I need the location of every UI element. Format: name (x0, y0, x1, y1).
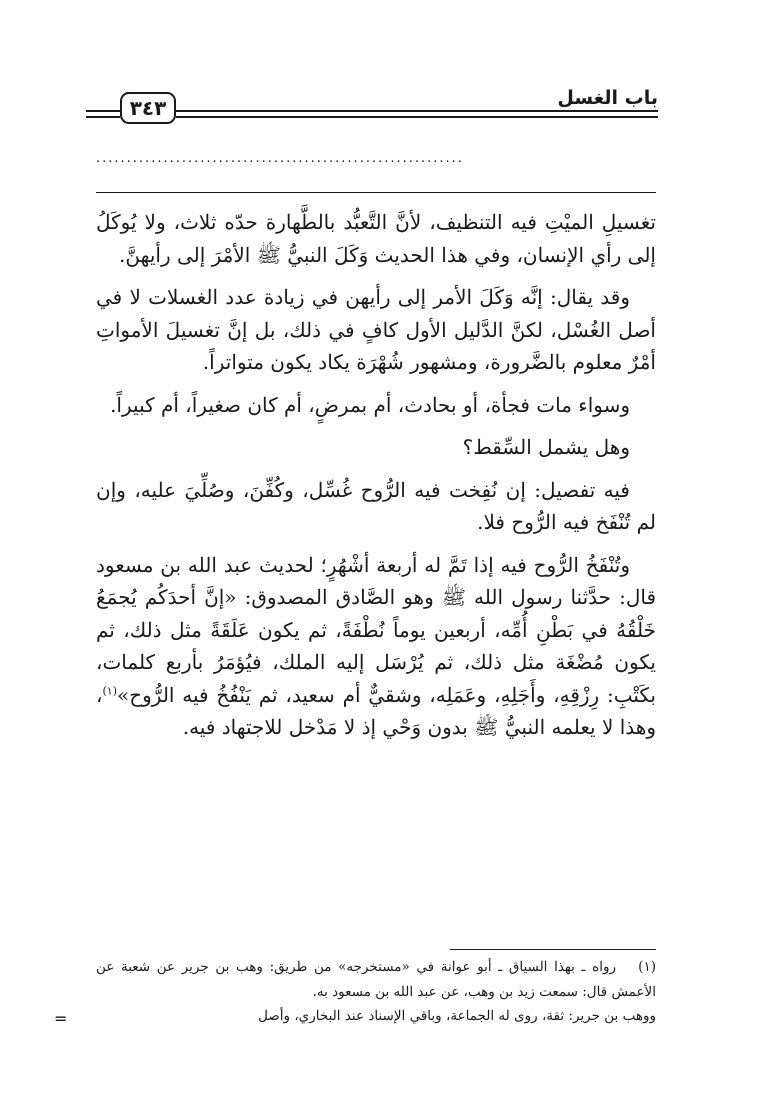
footnote-line-2: ووهب بن جرير: ثقة، روى له الجماعة، وباقي الإسناد عند البخاري، وأصل (258, 1008, 656, 1024)
paragraph-6 (96, 549, 656, 744)
chapter-title: باب الغسل (557, 87, 658, 109)
hadith-text: وتُنْفَخُ الرُّوح فيه إذا تَمَّ له أربعة أشْهُرٍ؛ لحديث عبد الله بن مسعود قال: حدَّثنا رسول الله ﷺ وهو الصَّادق المصدوق: «إنَّ أحدَكُم يُجمَعُ خَلْقُهُ في بَطْنِ أُمِّه، أربعين يوماً نُطْفَةً، ثم يكون عَلَقَةً مثل ذلك، ثم يكون مُضْغَة مثل ذلك، ثم يُرْسَل إليه الملك، فيُؤمَرُ بأربع كلمات، بكَتْبِ: رِزْقِهِ، وأَجَلِهِ، وعَمَلِه، وشقيٌّ أم سعيد، ثم يَنْفُخُ فيه الرُّوح» (96, 552, 656, 707)
footnote-reference[interactable]: (١) (102, 683, 117, 697)
footnote-number: (١) (638, 959, 656, 975)
header-rule-left-top (86, 110, 120, 112)
paragraph-5: فيه تفصيل: إن نُفِخت فيه الرُّوح غُسِّل، وكُفِّنَ، وصُلِّيَ عليه، وإن لم تُنْفَخ فيه الرُّوح فلا. (96, 477, 656, 534)
content-top-rule (96, 192, 656, 193)
paragraph-3: وسواء مات فجأة، أو بحادث، أم بمرضٍ، أم كان صغيراً، أم كبيراً. (110, 392, 630, 417)
paragraph-4: وهل يشمل السِّقط؟ (462, 435, 630, 459)
header-rule-top (176, 110, 658, 112)
page-number: ٣٤٣ (120, 92, 176, 124)
paragraph-2: وقد يقال: إنَّه وَكَلَ الأمر إلى رأيهن في زيادة عدد الغسلات لا في أصل الغُسْل، لكنَّ الدَّليل الأول كافٍ في ذلك، بل إنَّ تغسيلَ الأمواتِ أمْرٌ معلوم بالضَّرورة، ومشهور شُهْرَة يكاد يكون متواتراً. (96, 285, 656, 374)
header-rule-bottom (176, 116, 658, 118)
dotted-separator: ............................................................ (96, 152, 464, 166)
continuation-mark: = (54, 1009, 68, 1028)
footnotes (96, 955, 656, 1029)
header-rule-left-bottom (86, 116, 120, 118)
footnote-1-continued (96, 1004, 656, 1029)
paragraph-1: تغسيلِ الميْتِ فيه التنظيف، لأنَّ التَّعبُّد بالطَّهارة حدّه ثلاث، ولا يُوكَلُ إلى رأي الإنسان، وفي هذا الحديث وَكَلَ النبيُّ ﷺ الأمْرَ إلى رأيهنَّ. (96, 210, 656, 267)
hadith-commentary: ، وهذا لا يعلمه النبيُّ ﷺ بدون وَحْي إذ لا مَدْخل للاجتهاد فيه. (96, 682, 656, 739)
footnote-separator (450, 949, 656, 950)
page-header (86, 86, 658, 130)
footnote-line-1: رواه ـ بهذا السياق ـ أبو عوانة في «مستخرجه» من طريق: وهب بن جرير عن شعبة عن الأعمش قال: سمعت زيد بن وهب، عن عبد الله بن مسعود به. (96, 959, 656, 1000)
footnote-1 (96, 955, 656, 1004)
main-text (96, 206, 656, 754)
